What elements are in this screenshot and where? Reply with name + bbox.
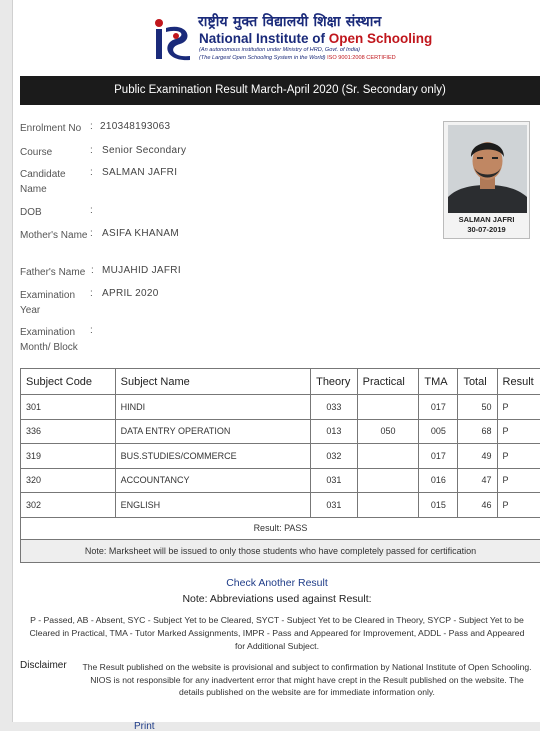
table-row (21, 419, 540, 444)
practical-marks (357, 395, 419, 420)
colon: : (90, 167, 93, 178)
subject-name: ENGLISH (115, 493, 310, 518)
candidate-photo (443, 121, 530, 239)
photo-caption (444, 215, 529, 235)
total-marks: 49 (458, 444, 497, 469)
total-marks: 68 (458, 419, 497, 444)
mother-label: Mother's Name (20, 230, 88, 241)
total-marks: 46 (458, 493, 497, 518)
print-link[interactable]: Print (134, 721, 155, 731)
result-page (12, 0, 540, 731)
subject-code: 302 (21, 493, 116, 518)
colon: : (90, 325, 93, 336)
theory-marks: 033 (311, 395, 358, 420)
practical-marks (357, 468, 419, 493)
result-banner: Public Examination Result March-April 2020 (Sr. Secondary only) (20, 76, 540, 105)
subject-result: P (497, 444, 540, 469)
subject-name: DATA ENTRY OPERATION (115, 419, 310, 444)
practical-marks (357, 444, 419, 469)
tma-marks: 005 (419, 419, 458, 444)
tma-marks: 017 (419, 395, 458, 420)
table-row (21, 395, 540, 420)
marks-table (20, 368, 540, 563)
enrolment-label: Enrolment No (20, 123, 82, 134)
dob-label: DOB (20, 207, 42, 218)
abbreviations-heading: Note: Abbreviations used against Result: (182, 593, 372, 605)
colon: : (90, 121, 93, 132)
table-row (21, 468, 540, 493)
practical-marks (357, 493, 419, 518)
exam-month-label: Examination Month/ Block (20, 327, 78, 353)
marksheet-note-row (21, 539, 540, 562)
col-header-result: Result (497, 369, 540, 395)
certification-badge: ISO 9001:2008 CERTIFIED (327, 55, 396, 61)
col-header-subject-name: Subject Name (115, 369, 310, 395)
page-header (13, 10, 540, 68)
nios-logo-icon (150, 14, 194, 62)
subject-result: P (497, 419, 540, 444)
col-header-tma: TMA (419, 369, 458, 395)
father-label: Father's Name (20, 267, 86, 278)
marksheet-note: Note: Marksheet will be issued to only those students who have completely passed for certification (21, 539, 540, 562)
total-marks: 47 (458, 468, 497, 493)
theory-marks: 013 (311, 419, 358, 444)
subject-name: ACCOUNTANCY (115, 468, 310, 493)
subject-name: HINDI (115, 395, 310, 420)
col-header-total: Total (458, 369, 497, 395)
exam-year-value: APRIL 2020 (102, 288, 159, 299)
col-header-practical: Practical (357, 369, 419, 395)
institute-hindi-name: राष्ट्रीय मुक्त विद्यालयी शिक्षा संस्थान (198, 14, 382, 30)
institute-tagline-2 (199, 55, 396, 61)
tma-marks: 015 (419, 493, 458, 518)
exam-year-label: Examination Year (20, 290, 76, 316)
tagline-2-text: (The Largest Open Schooling System in the World) (199, 55, 326, 61)
table-header-row (21, 369, 540, 395)
institute-name-prefix: National Institute of (199, 31, 329, 46)
colon: : (90, 145, 93, 156)
col-header-theory: Theory (311, 369, 358, 395)
col-header-subject-code: Subject Code (21, 369, 116, 395)
overall-result: Result: PASS (21, 517, 540, 539)
overall-result-row (21, 517, 540, 539)
theory-marks: 031 (311, 493, 358, 518)
disclaimer-label: Disclaimer (20, 660, 67, 671)
colon: : (90, 205, 93, 216)
institute-name (199, 31, 432, 46)
colon: : (90, 228, 93, 239)
course-label: Course (20, 147, 53, 158)
course-value: Senior Secondary (102, 145, 187, 156)
table-row (21, 493, 540, 518)
father-value: MUJAHID JAFRI (102, 265, 181, 276)
theory-marks: 032 (311, 444, 358, 469)
subject-result: P (497, 493, 540, 518)
theory-marks: 031 (311, 468, 358, 493)
check-another-result-link[interactable]: Check Another Result (226, 577, 328, 589)
candidate-label: Candidate Name (20, 169, 66, 195)
table-row (21, 444, 540, 469)
disclaimer-text: The Result published on the website is provisional and subject to confirmation by National Institute of Open Schooling. NIOS is not responsible for any inadvertent error that might have crept in the Result published on the website. The details published on the website are for immediate information only. (82, 662, 532, 697)
photo-caption-date: 30-07-2019 (467, 225, 506, 234)
candidate-value: SALMAN JAFRI (102, 167, 178, 178)
photo-caption-name: SALMAN JAFRI (458, 215, 515, 224)
subject-code: 319 (21, 444, 116, 469)
colon: : (91, 265, 94, 276)
enrolment-value: 210348193063 (100, 121, 171, 132)
mother-value: ASIFA KHANAM (102, 228, 179, 239)
institute-name-suffix: Open Schooling (328, 31, 433, 46)
tma-marks: 017 (419, 444, 458, 469)
total-marks: 50 (458, 395, 497, 420)
subject-result: P (497, 395, 540, 420)
subject-result: P (497, 468, 540, 493)
subject-name: BUS.STUDIES/COMMERCE (115, 444, 310, 469)
subject-code: 336 (21, 419, 116, 444)
colon: : (90, 288, 93, 299)
candidate-portrait-icon (448, 125, 527, 213)
subject-code: 320 (21, 468, 116, 493)
abbreviations-text: P - Passed, AB - Absent, SYC - Subject Yet to be Cleared, SYCT - Subject Yet to be Cleared in Theory, SYCP - Subject Yet to be Cleared in Practical, TMA - Tutor Marked Assignments, IMPR - Pass and Appeared for Improvement, ADDL - Pass and Appeared for Additional Subject. (29, 615, 525, 651)
practical-marks: 050 (357, 419, 419, 444)
tma-marks: 016 (419, 468, 458, 493)
institute-tagline: (An autonomous institution under Ministry of HRD, Govt. of India) (199, 47, 361, 53)
subject-code: 301 (21, 395, 116, 420)
